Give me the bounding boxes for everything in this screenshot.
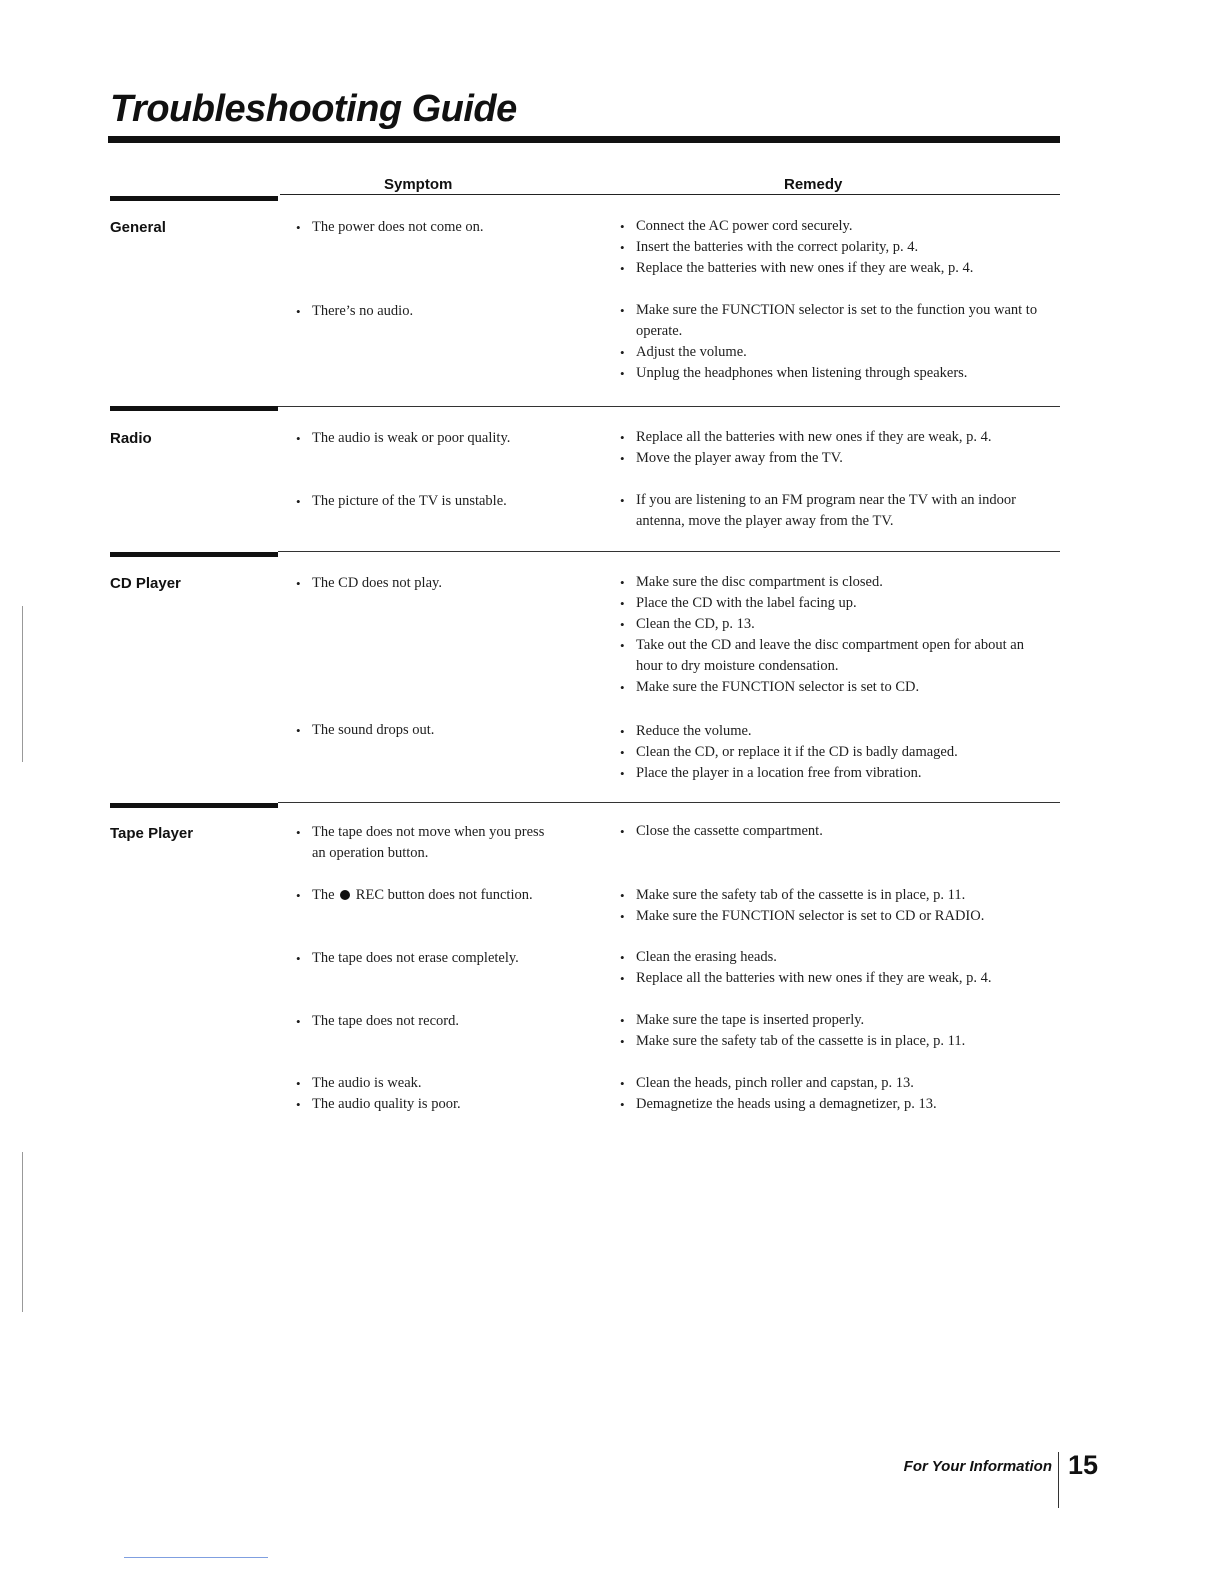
remedy-item: • Clean the CD, p. 13. xyxy=(620,614,1040,635)
symptom-item: • The tape does not erase completely. xyxy=(296,948,576,969)
section-label-radio: Radio xyxy=(110,430,152,447)
remedy-list xyxy=(620,947,1050,989)
header-rule xyxy=(280,194,1060,195)
section-marker-bar xyxy=(110,196,278,201)
symptom-text-end: REC button does not function. xyxy=(355,887,533,903)
remedy-item: • Make sure the safety tab of the cassette is in place, p. 11. xyxy=(620,1031,1050,1052)
remedy-column-header: Remedy xyxy=(784,176,843,193)
symptom-list xyxy=(296,885,576,906)
symptom-item: • The audio quality is poor. xyxy=(296,1094,576,1115)
symptom-item: • The CD does not play. xyxy=(296,573,576,594)
bottom-edge-line xyxy=(124,1557,268,1558)
remedy-item: • Unplug the headphones when listening through speakers. xyxy=(620,363,1060,384)
remedy-item: • Clean the CD, or replace it if the CD is badly damaged. xyxy=(620,742,1050,763)
symptom-item: • The sound drops out. xyxy=(296,720,576,741)
page-title: Troubleshooting Guide xyxy=(110,88,517,130)
section-marker-bar xyxy=(110,406,278,411)
remedy-list xyxy=(620,1073,1050,1115)
footer-section-title: For Your Information xyxy=(903,1458,1052,1475)
page-number: 15 xyxy=(1068,1450,1099,1480)
remedy-item: • Make sure the disc compartment is closed. xyxy=(620,572,1040,593)
title-rule xyxy=(108,136,1060,143)
remedy-item: • Take out the CD and leave the disc compartment open for about an hour to dry moisture condensation. xyxy=(620,635,1040,677)
symptom-list xyxy=(296,1011,576,1032)
symptom-column-header: Symptom xyxy=(384,176,453,193)
remedy-list xyxy=(620,216,1050,279)
remedy-item: • Insert the batteries with the correct polarity, p. 4. xyxy=(620,237,1050,258)
remedy-item: • Make sure the FUNCTION selector is set to the function you want to operate. xyxy=(620,300,1060,342)
symptom-list xyxy=(296,948,576,969)
symptom-list xyxy=(296,301,576,322)
remedy-item: • Reduce the volume. xyxy=(620,721,1050,742)
remedy-item: • Move the player away from the TV. xyxy=(620,448,1050,469)
remedy-item: • Place the CD with the label facing up. xyxy=(620,593,1040,614)
symptom-item: • There’s no audio. xyxy=(296,301,576,322)
left-margin-line xyxy=(22,606,23,762)
remedy-item: • Make sure the tape is inserted properly. xyxy=(620,1010,1050,1031)
remedy-list xyxy=(620,821,1050,842)
symptom-list xyxy=(296,217,576,238)
symptom-list xyxy=(296,491,576,512)
section-rule xyxy=(278,551,1060,552)
symptom-item: • The audio is weak. xyxy=(296,1073,576,1094)
remedy-item: • Close the cassette compartment. xyxy=(620,821,1050,842)
symptom-list xyxy=(296,428,576,449)
remedy-list xyxy=(620,490,1040,532)
section-marker-bar xyxy=(110,803,278,808)
section-label-cd-player: CD Player xyxy=(110,575,181,592)
symptom-item: • The audio is weak or poor quality. xyxy=(296,428,576,449)
remedy-item: • Replace all the batteries with new ones if they are weak, p. 4. xyxy=(620,968,1050,989)
remedy-item: • Clean the heads, pinch roller and capstan, p. 13. xyxy=(620,1073,1050,1094)
symptom-item: • The tape does not record. xyxy=(296,1011,576,1032)
section-label-tape-player: Tape Player xyxy=(110,825,194,842)
section-marker-bar xyxy=(110,552,278,557)
remedy-item: • If you are listening to an FM program near the TV with an indoor antenna, move the player away from the TV. xyxy=(620,490,1040,532)
remedy-item: • Demagnetize the heads using a demagnetizer, p. 13. xyxy=(620,1094,1050,1115)
symptom-item xyxy=(296,885,576,906)
remedy-list xyxy=(620,300,1060,384)
remedy-item: • Replace the batteries with new ones if they are weak, p. 4. xyxy=(620,258,1050,279)
symptom-item: • The picture of the TV is unstable. xyxy=(296,491,576,512)
symptom-list xyxy=(296,1073,576,1115)
remedy-list xyxy=(620,885,1050,927)
symptom-item: • The power does not come on. xyxy=(296,217,576,238)
remedy-item: • Make sure the FUNCTION selector is set to CD. xyxy=(620,677,1040,698)
remedy-item: • Make sure the safety tab of the cassette is in place, p. 11. xyxy=(620,885,1050,906)
symptom-list xyxy=(296,573,576,594)
remedy-item: • Connect the AC power cord securely. xyxy=(620,216,1050,237)
remedy-item: • Replace all the batteries with new ones if they are weak, p. 4. xyxy=(620,427,1050,448)
remedy-item: • Make sure the FUNCTION selector is set to CD or RADIO. xyxy=(620,906,1050,927)
footer-divider xyxy=(1058,1452,1059,1508)
remedy-item: • Clean the erasing heads. xyxy=(620,947,1050,968)
remedy-item: • Adjust the volume. xyxy=(620,342,1060,363)
section-label-general: General xyxy=(110,219,166,236)
section-rule xyxy=(278,406,1060,407)
section-rule xyxy=(278,802,1060,803)
symptom-list xyxy=(296,720,576,741)
record-dot-icon xyxy=(340,890,350,900)
remedy-item: • Place the player in a location free from vibration. xyxy=(620,763,1050,784)
symptom-text-start: The xyxy=(312,887,335,903)
left-margin-line xyxy=(22,1152,23,1312)
symptom-item: • The tape does not move when you press an operation button. xyxy=(296,822,556,864)
symptom-list xyxy=(296,822,556,864)
remedy-list xyxy=(620,427,1050,469)
remedy-list xyxy=(620,1010,1050,1052)
remedy-list xyxy=(620,572,1040,698)
remedy-list xyxy=(620,721,1050,784)
